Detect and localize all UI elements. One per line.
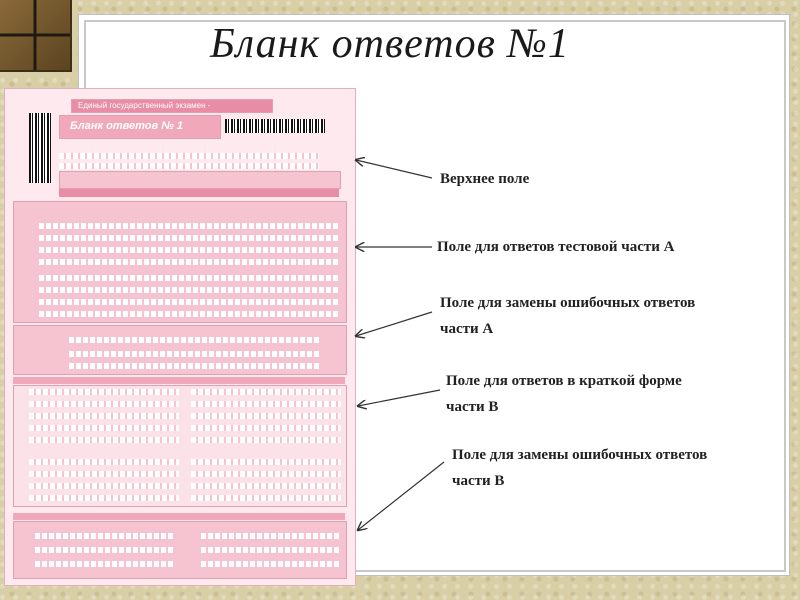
- part-b-row: [29, 413, 179, 419]
- replace-b-row: [35, 547, 175, 553]
- replace-a-row: [69, 337, 319, 343]
- callout-part-a: Поле для ответов тестовой части А: [437, 239, 675, 255]
- answer-sheet-image: [4, 88, 356, 586]
- top-barcode: [225, 119, 325, 133]
- part-b-row: [191, 425, 341, 431]
- part-b-row: [29, 401, 179, 407]
- part-a-row: [39, 311, 339, 317]
- part-a-row: [39, 287, 339, 293]
- part-b-row: [29, 425, 179, 431]
- part-a-row: [39, 299, 339, 305]
- sheet-name-box: [59, 115, 221, 139]
- part-b-row: [191, 471, 341, 477]
- part-a-row: [39, 275, 339, 281]
- sheet-name: Бланк ответов № 1: [70, 120, 183, 132]
- part-b-row: [29, 471, 179, 477]
- part-b-row: [29, 483, 179, 489]
- decorative-corner-tile: [0, 0, 72, 72]
- callout-replace-b: Поле для замены ошибочных ответов части В: [452, 447, 708, 489]
- callout-top-field: Верхнее поле: [440, 171, 530, 187]
- part-b-row: [29, 389, 179, 395]
- slide-title: Бланк ответов №1: [210, 21, 570, 67]
- part-a-row: [39, 223, 339, 229]
- warning-bar: [59, 189, 339, 197]
- part-a-row: [39, 247, 339, 253]
- replace-b-row: [201, 547, 341, 553]
- part-b-row: [29, 437, 179, 443]
- form-header-bar: [71, 99, 273, 113]
- replace-b-row: [201, 533, 341, 539]
- replace-b-row: [201, 561, 341, 567]
- part-b-row: [191, 459, 341, 465]
- part-b-row: [29, 495, 179, 501]
- region-fields: [59, 171, 341, 189]
- part-b-row: [191, 495, 341, 501]
- part-b-row: [191, 413, 341, 419]
- part-a-row: [39, 235, 339, 241]
- replace-b-header: [13, 513, 345, 520]
- part-a-row: [39, 259, 339, 265]
- replace-a-row: [69, 351, 319, 357]
- part-b-row: [191, 483, 341, 489]
- alphabet-row: [59, 163, 319, 169]
- callout-part-b: Поле для ответов в краткой форме части В: [446, 373, 682, 415]
- part-b-row: [191, 389, 341, 395]
- form-header-title: Единый государственный экзамен -: [78, 101, 211, 110]
- replace-a-row: [69, 363, 319, 369]
- part-b-row: [191, 437, 341, 443]
- part-b-row: [191, 401, 341, 407]
- part-b-header: [13, 377, 345, 384]
- part-b-row: [29, 459, 179, 465]
- callout-replace-a: Поле для замены ошибочных ответов части А: [440, 295, 696, 337]
- left-barcode: [29, 113, 51, 183]
- alphabet-row: [59, 153, 319, 159]
- replace-b-row: [35, 561, 175, 567]
- replace-b-row: [35, 533, 175, 539]
